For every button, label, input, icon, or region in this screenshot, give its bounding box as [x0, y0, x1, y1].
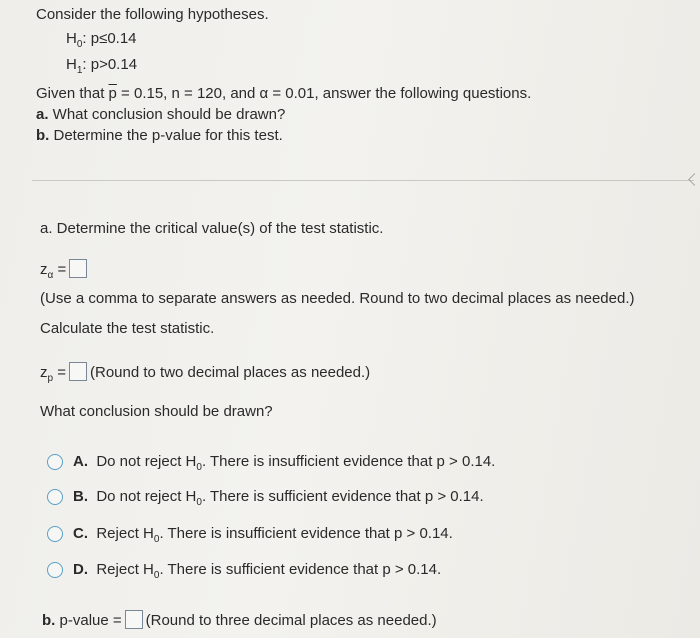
p-value-row: b. p-value = (Round to three decimal places as needed.): [42, 612, 437, 629]
collapse-chevron-icon[interactable]: [688, 173, 700, 186]
option-b[interactable]: B. Do not reject $H_0$. There is sufficient evidence that p > 0.14.: [73, 488, 484, 508]
z-p-row: $z_p$ = (Round to two decimal places as needed.): [40, 364, 371, 384]
critical-value-note: (Use a comma to separate answers as needed. Round to two decimal places as needed.): [40, 290, 635, 307]
z-alpha-row: $z_\alpha$ =: [40, 259, 90, 281]
option-d-radio[interactable]: [47, 562, 63, 578]
given-values: Given that $\overline{p} = 0.15$, n = 120, and α = 0.01, answer the following questions.: [36, 85, 532, 102]
conclusion-prompt: What conclusion should be drawn?: [40, 403, 273, 420]
section-divider: [32, 180, 694, 181]
part-a-question: a. What conclusion should be drawn?: [36, 106, 286, 123]
p-value-input[interactable]: [125, 610, 143, 629]
test-statistic-prompt: Calculate the test statistic.: [40, 320, 215, 337]
option-a[interactable]: A. Do not reject $H_0$. There is insufficient evidence that p > 0.14.: [73, 453, 496, 473]
question-intro: Consider the following hypotheses.: [36, 6, 269, 23]
z-p-input[interactable]: [69, 362, 87, 381]
option-c-radio[interactable]: [47, 526, 63, 542]
part-b-question: b. Determine the p-value for this test.: [36, 127, 283, 144]
z-alpha-input[interactable]: [69, 259, 87, 278]
critical-value-prompt: a. Determine the critical value(s) of the test statistic.: [40, 220, 384, 237]
option-b-radio[interactable]: [47, 489, 63, 505]
option-c[interactable]: C. Reject $H_0$. There is insufficient evidence that p > 0.14.: [73, 525, 453, 545]
null-hypothesis: $H_0$: p≤0.14: [66, 30, 137, 50]
alternative-hypothesis: $H_1$: p>0.14: [66, 56, 138, 76]
option-a-radio[interactable]: [47, 454, 63, 470]
option-d[interactable]: D. Reject $H_0$. There is sufficient evidence that p > 0.14.: [73, 561, 442, 581]
